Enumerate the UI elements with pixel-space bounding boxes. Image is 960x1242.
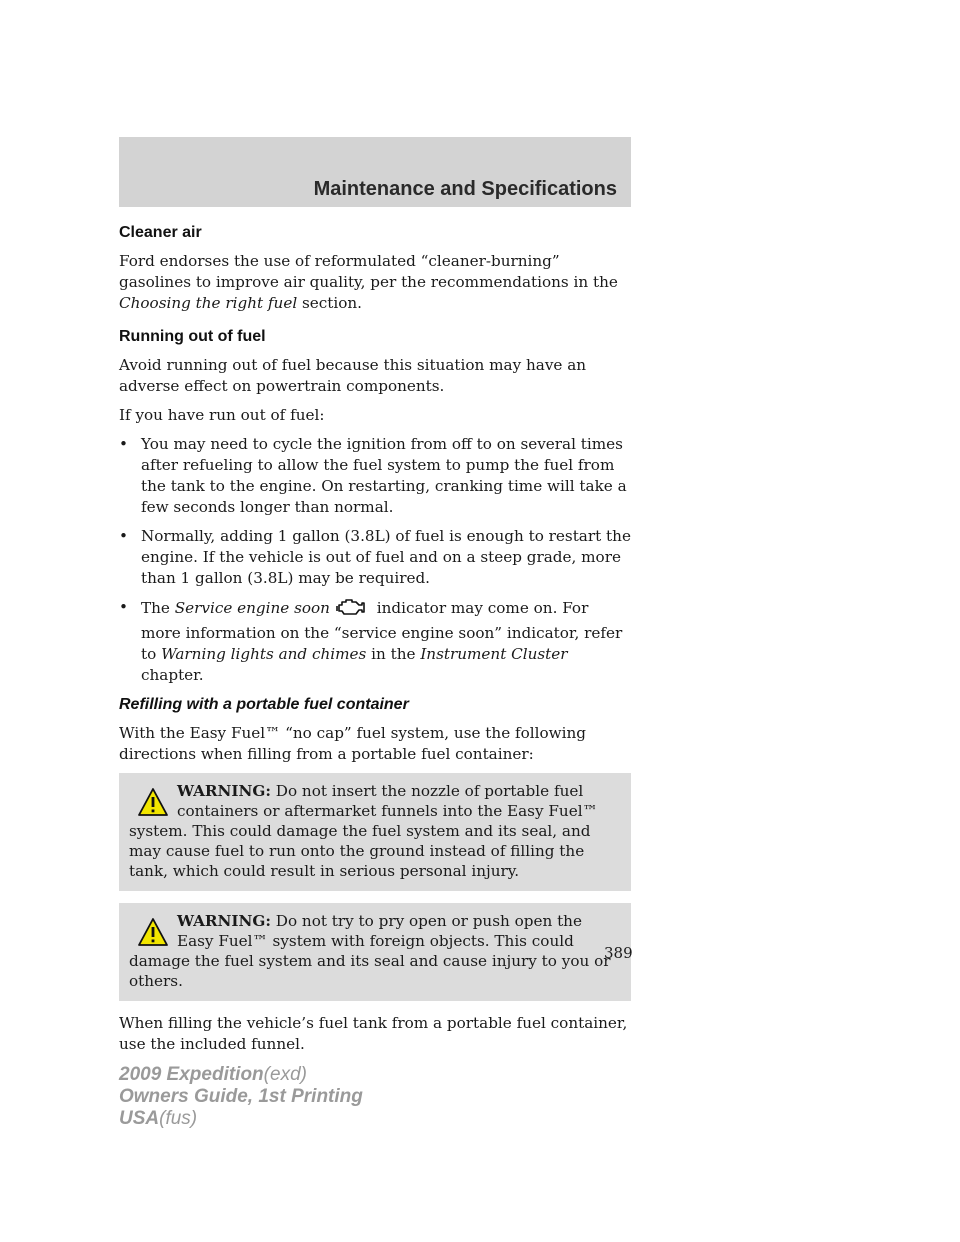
paragraph-if-run-out: If you have run out of fuel: — [119, 406, 325, 424]
section-reference: Warning lights and chimes — [161, 645, 367, 663]
footer-printing: Owners Guide, 1st Printing — [119, 1086, 363, 1107]
paragraph-easy-fuel-intro: With the Easy Fuel™ “no cap” fuel system, use the following directions when filling from a portable fuel container: — [119, 724, 586, 763]
warning-box-pry — [119, 903, 631, 1001]
paragraph-text: Ford endorses the use of reformulated “cleaner-burning” gasolines to improve air quality, per the recommendations in the — [119, 252, 618, 291]
paragraph-adverse-effect: Avoid running out of fuel because this situation may have an adverse effect on powertrain components. — [119, 356, 587, 395]
warning-text: Do not insert the nozzle of portable fuel containers or aftermarket funnels into the Easy Fuel™ system. This could damage the fuel system and its seal, and may cause fuel to run onto the ground instead of filling the tank, which could result in serious personal injury. — [129, 782, 598, 880]
footer-model: 2009 Expedition — [119, 1064, 264, 1085]
warning-box-nozzle — [119, 773, 631, 891]
page-content — [119, 222, 631, 1063]
list-item — [119, 526, 631, 589]
warning-triangle-icon — [137, 917, 169, 947]
print-footer — [119, 1064, 363, 1130]
chapter-header-band — [119, 137, 631, 207]
list-item-text: indicator may come on. For more information on the “service engine soon” indicator, refer to — [141, 599, 623, 663]
page-number: 389 — [604, 944, 633, 962]
bullet-glyph: • — [119, 435, 128, 453]
footer-market: USA — [119, 1108, 160, 1129]
warning-triangle-icon — [137, 787, 169, 817]
footer-line-1 — [119, 1064, 363, 1086]
list-item-text: in the — [371, 645, 416, 663]
paragraph-cleaner-air — [119, 251, 631, 314]
engine-icon — [336, 597, 366, 623]
heading-running-out-of-fuel: Running out of fuel — [119, 328, 266, 345]
warning-label: WARNING: — [177, 912, 271, 930]
indicator-name: Service engine soon — [174, 599, 330, 617]
list-item-text: You may need to cycle the ignition from off to on several times after refueling to allow the fuel system to pump the fuel from the tank to the engine. On restarting, cranking time will take a few seconds longer than normal. — [141, 435, 627, 516]
heading-cleaner-air: Cleaner air — [119, 224, 202, 241]
warning-text: Do not try to pry open or push open the Easy Fuel™ system with foreign objects. This could damage the fuel system and its seal and cause injury to you or others. — [129, 912, 611, 990]
paragraph-included-funnel: When filling the vehicle’s fuel tank from a portable fuel container, use the included funnel. — [119, 1014, 628, 1053]
warning-label: WARNING: — [177, 782, 271, 800]
footer-line-3 — [119, 1108, 363, 1130]
chapter-reference: Instrument Cluster — [420, 645, 568, 663]
list-item-text: Normally, adding 1 gallon (3.8L) of fuel is enough to restart the engine. If the vehicle is out of fuel and on a steep grade, more than 1 gallon (3.8L) may be required. — [141, 527, 631, 587]
list-item-text: The — [141, 599, 170, 617]
footer-market-code: (fus) — [159, 1108, 198, 1129]
footer-line-2 — [119, 1086, 363, 1108]
footer-model-code: (exd) — [263, 1064, 307, 1085]
list-item-text: chapter. — [141, 666, 204, 684]
list-item — [119, 597, 631, 686]
run-out-bullet-list — [119, 434, 631, 686]
heading-refilling: Refilling with a portable fuel container — [119, 696, 409, 713]
list-item — [119, 434, 631, 518]
section-reference: Choosing the right fuel — [119, 294, 298, 312]
bullet-glyph: • — [119, 598, 128, 616]
bullet-glyph: • — [119, 527, 128, 545]
chapter-title: Maintenance and Specifications — [313, 178, 617, 200]
paragraph-text: section. — [302, 294, 363, 312]
